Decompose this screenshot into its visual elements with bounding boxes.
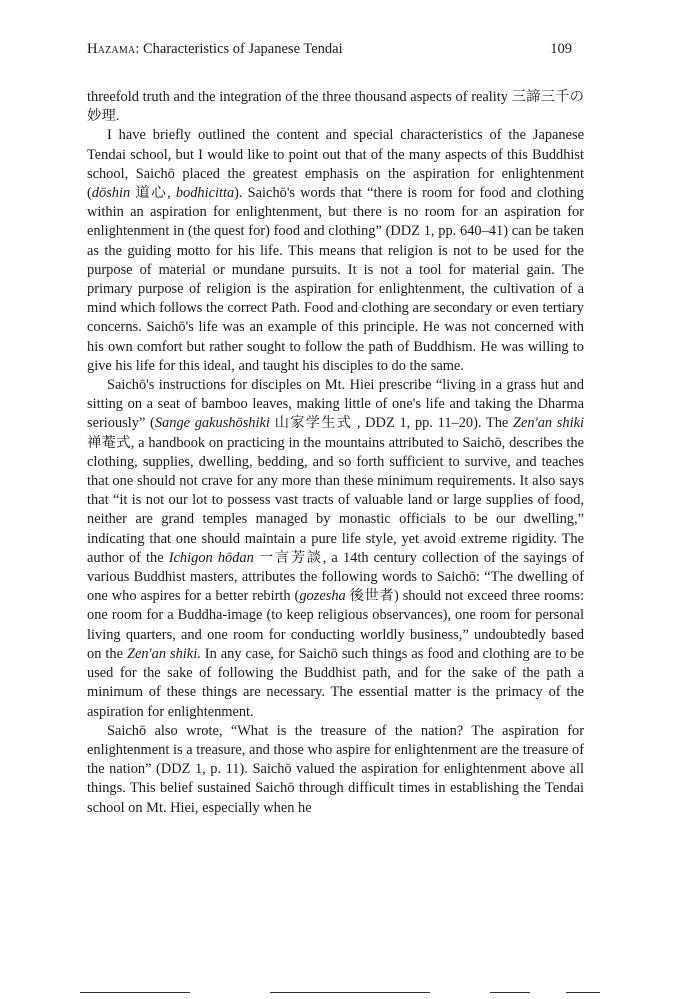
footer-rule xyxy=(270,992,430,993)
text-run: Saichō also wrote, “What is the treasure of the nation? The aspiration for enlightenment is a treasure, and those who aspire for enlightenment are the treasure of the nation” (DDZ 1, p. 11). Saichō valued the aspiration for enlightenment above all things. This belief sustained Saichō through difficult times in establishing the Tendai school on Mt. Hiei, especially when he xyxy=(87,722,584,816)
italic-term: bodhicitta xyxy=(175,185,235,202)
author-name: Hazama xyxy=(87,41,136,57)
text-run: threefold truth and the integration of the three thousand aspects of reality 三諦三千の妙理. xyxy=(87,89,584,125)
text-run: 一言芳談, a 14th century collection of the sayings of various Buddhist masters, attributes the following words to Saichō: “The dwelling of one who aspires for a better rebirth ( xyxy=(87,549,584,605)
italic-term: gozesha xyxy=(299,588,346,605)
running-header xyxy=(87,41,584,61)
article-body xyxy=(87,88,584,818)
italic-term: Zen'an shiki xyxy=(126,645,198,662)
italic-term: Sange gakushōshiki xyxy=(154,415,270,432)
italic-term: Ichigon hōdan xyxy=(168,549,254,566)
text-run: I have briefly outlined the content and special characteristics of the Japanese Tendai school, but I would like to point out that of the many aspects of this Buddhist school, Saichō placed the greatest emphasis on the aspiration for enlightenment ( xyxy=(87,127,584,202)
italic-term: dōshin xyxy=(91,185,131,202)
text-run: . In any case, for Saichō such things as food and clothing are to be used for the sake of following the Buddhist path, and for the sake of the path a minimum of these things are necessary. The essential matter is the primacy of the aspiration for enlightenment. xyxy=(87,645,584,720)
footer-rule xyxy=(80,992,190,993)
italic-term: Zen'an shiki xyxy=(513,415,584,432)
running-head-title xyxy=(87,41,343,58)
paragraph xyxy=(87,88,584,126)
footer-rule xyxy=(490,992,530,993)
page-number: 109 xyxy=(550,41,572,57)
paragraph xyxy=(87,376,584,722)
text-run: 禅菴式, a handbook on practicing in the mountains attributed to Saichō, describes the clothing, supplies, dwelling, bedding, and so forth sufficient to survive, and teaches that one should not crave for any more than these minimum requirements. It also says that “it is not our lot to possess vast tracts of valuable land or large supplies of food, neither are grand temples managed by monastic officials to be our dwelling,” indicating that one should maintain a pure life style, yet avoid extreme rigidity. The author of the xyxy=(87,434,584,566)
page-bottom-rules xyxy=(80,992,600,994)
text-run: Saichō's instructions for disciples on Mt. Hiei prescribe “living in a grass hut and sitting on a seat of bamboo leaves, making little of one's life and taking the Dharma seriously” ( xyxy=(87,377,584,432)
text-run: 山家学生式 , DDZ 1, pp. 11–20). The xyxy=(269,415,514,432)
paragraph xyxy=(87,722,584,818)
paragraph xyxy=(87,126,584,376)
text-run: ). Saichō's words that “there is room for food and clothing within an aspiration for enlightenment, but there is no room for an aspiration for enlightenment in (the quest for) food and clothing” (DDZ 1, pp. 640–41) can be taken as the guiding motto for his life. This means that religion is not to be used for the purpose of material or mundane pursuits. It is not a tool for material gain. The primary purpose of religion is the aspiration for enlightenment, the cultivation of a mind which follows the correct Path. Food and clothing are secondary or even tertiary concerns. Saichō's life was an example of this principle. He was not concerned with his own comfort but rather sought to follow the path of Buddhism. He was willing to give his life for this ideal, and taught his disciples to do the same. xyxy=(87,185,584,374)
text-run: 後世者) should not exceed three rooms: one room for a Buddha-image (to keep religious observances), one room for personal living quarters, and one room for conducting worldly business,” undoubtedly based on the xyxy=(87,588,584,662)
article-title: : Characteristics of Japanese Tendai xyxy=(135,41,343,57)
footer-rule xyxy=(566,992,600,993)
text-run: 道心, xyxy=(130,185,176,202)
